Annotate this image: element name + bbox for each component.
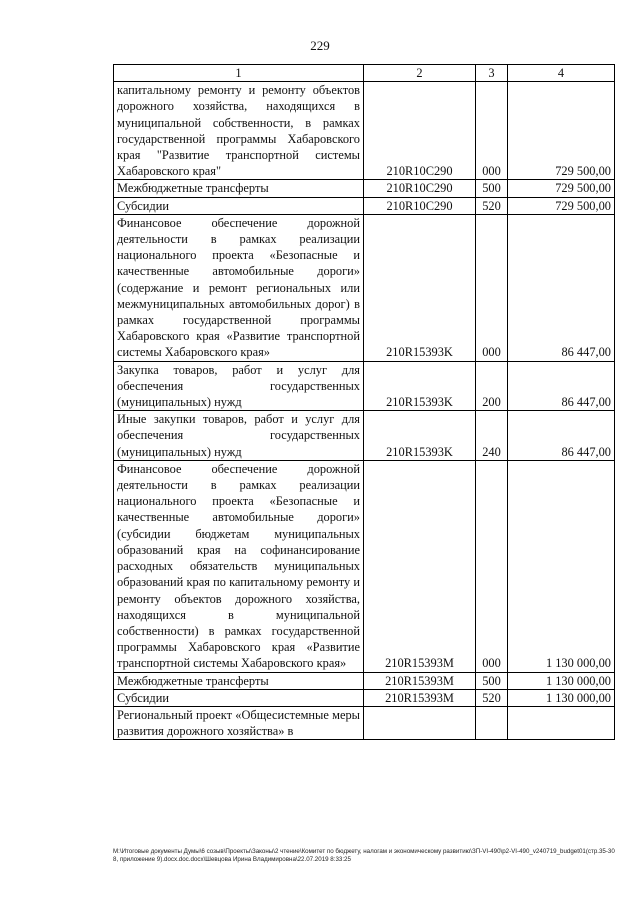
row-code: 210R15393M: [364, 689, 476, 706]
table-row: [114, 706, 615, 739]
row-name: Межбюджетные трансферты: [114, 180, 364, 197]
table-row: [114, 82, 615, 180]
row-code: 210R10C290: [364, 180, 476, 197]
row-name: капитальному ремонту и ремонту объектов дорожного хозяйства, находящихся в муниципальной собственности, в рамках государственной программы Хабаровского края "Развитие транспортной системы Хабаровского края": [114, 82, 364, 180]
row-code: 210R15393M: [364, 460, 476, 672]
row-sum: 86 447,00: [508, 411, 615, 461]
column-header-1: 1: [114, 65, 364, 82]
row-sum: 729 500,00: [508, 82, 615, 180]
row-code: 210R15393K: [364, 214, 476, 361]
table-row: [114, 411, 615, 461]
table-row: [114, 361, 615, 411]
row-code: 210R10C290: [364, 82, 476, 180]
row-name: Иные закупки товаров, работ и услуг для обеспечения государственных (муниципальных) нужд: [114, 411, 364, 461]
row-code: 210R10C290: [364, 197, 476, 214]
row-name: Субсидии: [114, 689, 364, 706]
row-kind: 000: [476, 460, 508, 672]
row-kind: 240: [476, 411, 508, 461]
column-header-3: 3: [476, 65, 508, 82]
row-sum: 1 130 000,00: [508, 689, 615, 706]
row-sum: 729 500,00: [508, 180, 615, 197]
budget-table: [113, 64, 615, 740]
row-kind: 520: [476, 197, 508, 214]
table-row: [114, 197, 615, 214]
document-file-path: M:\Итоговые документы Думы\6 созыв\Проекты\Законы\2 чтение\Комитет по бюджету, налогам и экономическому развитию\ЗП-VI-490\p2-VI-490_v240719_budget01(стр.35-308, приложение 9).docx.doc.docx\Шевцова Ирина Владимировна\22.07.2019 8:33:25: [113, 848, 615, 863]
column-header-4: 4: [508, 65, 615, 82]
row-sum: 729 500,00: [508, 197, 615, 214]
table-header-row: [114, 65, 615, 82]
table-row: [114, 214, 615, 361]
row-name: Финансовое обеспечение дорожной деятельности в рамках реализации национального проекта «Безопасные и качественные автомобильные дороги» (субсидии бюджетам муниципальных образований края на софинансирование расходных обязательств муниципальных образований края по капитальному ремонту и ремонту объектов дорожного хозяйства, находящихся в муниципальной собственности) в рамках государственной программы Хабаровского края «Развитие транспортной системы Хабаровского края»: [114, 460, 364, 672]
row-code: 210R15393M: [364, 672, 476, 689]
row-name: Закупка товаров, работ и услуг для обеспечения государственных (муниципальных) нужд: [114, 361, 364, 411]
row-name: Региональный проект «Общесистемные меры развития дорожного хозяйства» в: [114, 706, 364, 739]
row-kind: 000: [476, 82, 508, 180]
row-sum: 86 447,00: [508, 214, 615, 361]
table-row: [114, 460, 615, 672]
row-kind: [476, 706, 508, 739]
row-kind: 200: [476, 361, 508, 411]
row-name: Финансовое обеспечение дорожной деятельности в рамках реализации национального проекта «Безопасные и качественные автомобильные дороги» (содержание и ремонт региональных или межмуниципальных автомобильных дорог) в рамках государственной программы Хабаровского края «Развитие транспортной системы Хабаровского края»: [114, 214, 364, 361]
table-row: [114, 672, 615, 689]
row-name: Субсидии: [114, 197, 364, 214]
row-sum: 1 130 000,00: [508, 460, 615, 672]
row-sum: 1 130 000,00: [508, 672, 615, 689]
table-row: [114, 180, 615, 197]
table-row: [114, 689, 615, 706]
row-sum: [508, 706, 615, 739]
row-kind: 520: [476, 689, 508, 706]
row-kind: 500: [476, 180, 508, 197]
page-number: 229: [310, 38, 330, 53]
row-sum: 86 447,00: [508, 361, 615, 411]
row-code: 210R15393K: [364, 411, 476, 461]
column-header-2: 2: [364, 65, 476, 82]
row-code: 210R15393K: [364, 361, 476, 411]
row-kind: 500: [476, 672, 508, 689]
row-code: [364, 706, 476, 739]
row-name: Межбюджетные трансферты: [114, 672, 364, 689]
row-kind: 000: [476, 214, 508, 361]
